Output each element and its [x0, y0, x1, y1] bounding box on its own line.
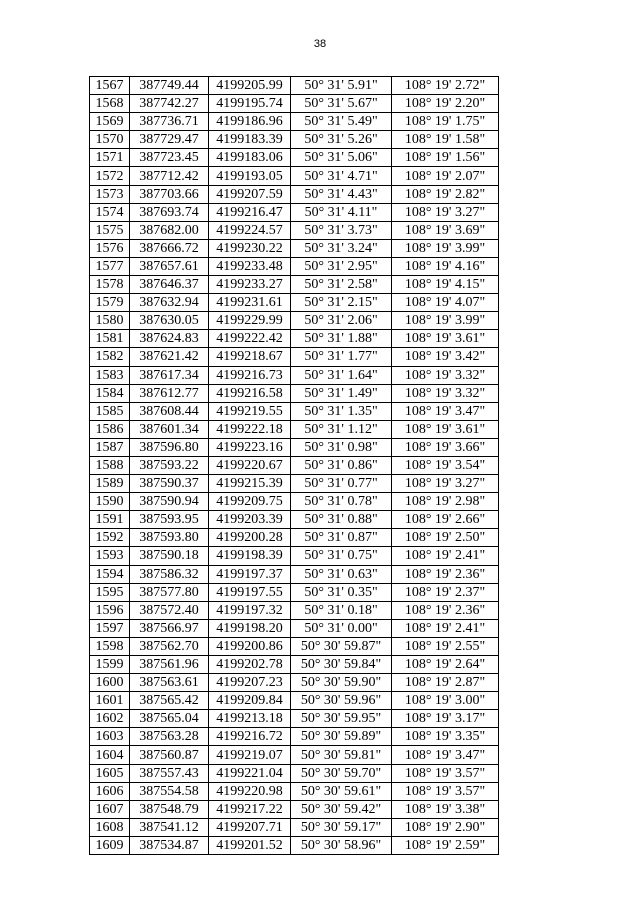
x-coordinate-cell: 387565.04 — [130, 710, 209, 728]
point-number-cell: 1605 — [90, 764, 130, 782]
latitude-cell: 50° 30' 59.89" — [291, 728, 392, 746]
latitude-cell: 50° 31' 4.11" — [291, 203, 392, 221]
point-number-cell: 1591 — [90, 511, 130, 529]
table-row — [90, 800, 499, 818]
y-coordinate-cell: 4199205.99 — [209, 77, 291, 95]
table-row — [90, 782, 499, 800]
latitude-cell: 50° 31' 4.43" — [291, 185, 392, 203]
point-number-cell: 1592 — [90, 529, 130, 547]
x-coordinate-cell: 387593.80 — [130, 529, 209, 547]
y-coordinate-cell: 4199200.28 — [209, 529, 291, 547]
point-number-cell: 1593 — [90, 547, 130, 565]
longitude-cell: 108° 19' 3.00" — [392, 692, 499, 710]
y-coordinate-cell: 4199213.18 — [209, 710, 291, 728]
latitude-cell: 50° 31' 0.78" — [291, 493, 392, 511]
y-coordinate-cell: 4199216.73 — [209, 366, 291, 384]
table-row — [90, 438, 499, 456]
y-coordinate-cell: 4199224.57 — [209, 221, 291, 239]
y-coordinate-cell: 4199197.55 — [209, 583, 291, 601]
longitude-cell: 108° 19' 2.41" — [392, 547, 499, 565]
latitude-cell: 50° 30' 59.81" — [291, 746, 392, 764]
point-number-cell: 1589 — [90, 475, 130, 493]
y-coordinate-cell: 4199220.67 — [209, 456, 291, 474]
longitude-cell: 108° 19' 2.55" — [392, 637, 499, 655]
y-coordinate-cell: 4199197.32 — [209, 601, 291, 619]
latitude-cell: 50° 30' 59.95" — [291, 710, 392, 728]
point-number-cell: 1571 — [90, 149, 130, 167]
x-coordinate-cell: 387593.22 — [130, 456, 209, 474]
y-coordinate-cell: 4199219.55 — [209, 402, 291, 420]
latitude-cell: 50° 31' 2.95" — [291, 257, 392, 275]
x-coordinate-cell: 387612.77 — [130, 384, 209, 402]
table-row — [90, 619, 499, 637]
table-row — [90, 692, 499, 710]
latitude-cell: 50° 30' 59.42" — [291, 800, 392, 818]
latitude-cell: 50° 30' 59.96" — [291, 692, 392, 710]
coordinates-table-body — [90, 77, 499, 855]
latitude-cell: 50° 31' 1.49" — [291, 384, 392, 402]
latitude-cell: 50° 31' 5.49" — [291, 113, 392, 131]
x-coordinate-cell: 387729.47 — [130, 131, 209, 149]
table-row — [90, 366, 499, 384]
x-coordinate-cell: 387666.72 — [130, 239, 209, 257]
longitude-cell: 108° 19' 2.07" — [392, 167, 499, 185]
latitude-cell: 50° 31' 1.77" — [291, 348, 392, 366]
y-coordinate-cell: 4199203.39 — [209, 511, 291, 529]
x-coordinate-cell: 387657.61 — [130, 257, 209, 275]
table-row — [90, 656, 499, 674]
latitude-cell: 50° 31' 2.58" — [291, 276, 392, 294]
table-row — [90, 348, 499, 366]
table-row — [90, 547, 499, 565]
y-coordinate-cell: 4199216.58 — [209, 384, 291, 402]
x-coordinate-cell: 387577.80 — [130, 583, 209, 601]
table-row — [90, 257, 499, 275]
latitude-cell: 50° 31' 2.06" — [291, 312, 392, 330]
table-row — [90, 565, 499, 583]
y-coordinate-cell: 4199209.84 — [209, 692, 291, 710]
point-number-cell: 1570 — [90, 131, 130, 149]
latitude-cell: 50° 31' 5.91" — [291, 77, 392, 95]
longitude-cell: 108° 19' 3.99" — [392, 312, 499, 330]
latitude-cell: 50° 31' 0.98" — [291, 438, 392, 456]
x-coordinate-cell: 387572.40 — [130, 601, 209, 619]
x-coordinate-cell: 387563.28 — [130, 728, 209, 746]
x-coordinate-cell: 387693.74 — [130, 203, 209, 221]
point-number-cell: 1590 — [90, 493, 130, 511]
latitude-cell: 50° 31' 0.00" — [291, 619, 392, 637]
point-number-cell: 1599 — [90, 656, 130, 674]
table-row — [90, 330, 499, 348]
latitude-cell: 50° 31' 3.24" — [291, 239, 392, 257]
x-coordinate-cell: 387586.32 — [130, 565, 209, 583]
point-number-cell: 1606 — [90, 782, 130, 800]
longitude-cell: 108° 19' 3.17" — [392, 710, 499, 728]
latitude-cell: 50° 30' 58.96" — [291, 836, 392, 854]
latitude-cell: 50° 31' 5.26" — [291, 131, 392, 149]
y-coordinate-cell: 4199195.74 — [209, 95, 291, 113]
point-number-cell: 1584 — [90, 384, 130, 402]
x-coordinate-cell: 387596.80 — [130, 438, 209, 456]
latitude-cell: 50° 30' 59.70" — [291, 764, 392, 782]
longitude-cell: 108° 19' 2.72" — [392, 77, 499, 95]
x-coordinate-cell: 387749.44 — [130, 77, 209, 95]
table-row — [90, 601, 499, 619]
table-row — [90, 475, 499, 493]
latitude-cell: 50° 31' 1.88" — [291, 330, 392, 348]
table-row — [90, 493, 499, 511]
y-coordinate-cell: 4199215.39 — [209, 475, 291, 493]
longitude-cell: 108° 19' 1.75" — [392, 113, 499, 131]
longitude-cell: 108° 19' 2.87" — [392, 674, 499, 692]
longitude-cell: 108° 19' 3.27" — [392, 475, 499, 493]
y-coordinate-cell: 4199207.59 — [209, 185, 291, 203]
longitude-cell: 108° 19' 3.99" — [392, 239, 499, 257]
point-number-cell: 1582 — [90, 348, 130, 366]
latitude-cell: 50° 31' 5.67" — [291, 95, 392, 113]
point-number-cell: 1575 — [90, 221, 130, 239]
x-coordinate-cell: 387566.97 — [130, 619, 209, 637]
table-row — [90, 764, 499, 782]
x-coordinate-cell: 387742.27 — [130, 95, 209, 113]
x-coordinate-cell: 387682.00 — [130, 221, 209, 239]
x-coordinate-cell: 387712.42 — [130, 167, 209, 185]
table-row — [90, 312, 499, 330]
point-number-cell: 1597 — [90, 619, 130, 637]
longitude-cell: 108° 19' 4.07" — [392, 294, 499, 312]
table-row — [90, 167, 499, 185]
point-number-cell: 1578 — [90, 276, 130, 294]
table-row — [90, 728, 499, 746]
table-row — [90, 294, 499, 312]
x-coordinate-cell: 387590.37 — [130, 475, 209, 493]
longitude-cell: 108° 19' 2.36" — [392, 601, 499, 619]
point-number-cell: 1568 — [90, 95, 130, 113]
point-number-cell: 1573 — [90, 185, 130, 203]
table-row — [90, 276, 499, 294]
longitude-cell: 108° 19' 3.66" — [392, 438, 499, 456]
latitude-cell: 50° 31' 0.35" — [291, 583, 392, 601]
x-coordinate-cell: 387608.44 — [130, 402, 209, 420]
point-number-cell: 1579 — [90, 294, 130, 312]
x-coordinate-cell: 387562.70 — [130, 637, 209, 655]
table-row — [90, 710, 499, 728]
table-row — [90, 77, 499, 95]
longitude-cell: 108° 19' 2.36" — [392, 565, 499, 583]
longitude-cell: 108° 19' 3.69" — [392, 221, 499, 239]
latitude-cell: 50° 30' 59.84" — [291, 656, 392, 674]
point-number-cell: 1598 — [90, 637, 130, 655]
latitude-cell: 50° 31' 0.63" — [291, 565, 392, 583]
latitude-cell: 50° 30' 59.90" — [291, 674, 392, 692]
x-coordinate-cell: 387554.58 — [130, 782, 209, 800]
longitude-cell: 108° 19' 1.58" — [392, 131, 499, 149]
point-number-cell: 1574 — [90, 203, 130, 221]
latitude-cell: 50° 31' 0.77" — [291, 475, 392, 493]
longitude-cell: 108° 19' 3.35" — [392, 728, 499, 746]
y-coordinate-cell: 4199231.61 — [209, 294, 291, 312]
point-number-cell: 1581 — [90, 330, 130, 348]
y-coordinate-cell: 4199201.52 — [209, 836, 291, 854]
coordinates-table — [89, 76, 499, 855]
x-coordinate-cell: 387621.42 — [130, 348, 209, 366]
longitude-cell: 108° 19' 3.57" — [392, 764, 499, 782]
table-row — [90, 384, 499, 402]
y-coordinate-cell: 4199207.23 — [209, 674, 291, 692]
y-coordinate-cell: 4199222.18 — [209, 420, 291, 438]
table-row — [90, 185, 499, 203]
latitude-cell: 50° 31' 2.15" — [291, 294, 392, 312]
table-row — [90, 131, 499, 149]
x-coordinate-cell: 387561.96 — [130, 656, 209, 674]
point-number-cell: 1586 — [90, 420, 130, 438]
longitude-cell: 108° 19' 3.38" — [392, 800, 499, 818]
table-row — [90, 529, 499, 547]
longitude-cell: 108° 19' 2.41" — [392, 619, 499, 637]
y-coordinate-cell: 4199230.22 — [209, 239, 291, 257]
y-coordinate-cell: 4199233.48 — [209, 257, 291, 275]
point-number-cell: 1607 — [90, 800, 130, 818]
point-number-cell: 1585 — [90, 402, 130, 420]
table-row — [90, 836, 499, 854]
table-row — [90, 402, 499, 420]
point-number-cell: 1601 — [90, 692, 130, 710]
x-coordinate-cell: 387565.42 — [130, 692, 209, 710]
y-coordinate-cell: 4199229.99 — [209, 312, 291, 330]
x-coordinate-cell: 387541.12 — [130, 818, 209, 836]
x-coordinate-cell: 387590.18 — [130, 547, 209, 565]
table-row — [90, 113, 499, 131]
longitude-cell: 108° 19' 3.27" — [392, 203, 499, 221]
latitude-cell: 50° 31' 0.75" — [291, 547, 392, 565]
longitude-cell: 108° 19' 3.54" — [392, 456, 499, 474]
longitude-cell: 108° 19' 2.59" — [392, 836, 499, 854]
longitude-cell: 108° 19' 3.61" — [392, 420, 499, 438]
longitude-cell: 108° 19' 2.37" — [392, 583, 499, 601]
table-row — [90, 203, 499, 221]
x-coordinate-cell: 387617.34 — [130, 366, 209, 384]
y-coordinate-cell: 4199221.04 — [209, 764, 291, 782]
y-coordinate-cell: 4199216.72 — [209, 728, 291, 746]
table-row — [90, 239, 499, 257]
longitude-cell: 108° 19' 2.98" — [392, 493, 499, 511]
point-number-cell: 1588 — [90, 456, 130, 474]
latitude-cell: 50° 31' 0.88" — [291, 511, 392, 529]
latitude-cell: 50° 31' 0.87" — [291, 529, 392, 547]
table-row — [90, 149, 499, 167]
y-coordinate-cell: 4199220.98 — [209, 782, 291, 800]
y-coordinate-cell: 4199198.39 — [209, 547, 291, 565]
x-coordinate-cell: 387534.87 — [130, 836, 209, 854]
y-coordinate-cell: 4199223.16 — [209, 438, 291, 456]
longitude-cell: 108° 19' 3.32" — [392, 366, 499, 384]
y-coordinate-cell: 4199207.71 — [209, 818, 291, 836]
table-row — [90, 420, 499, 438]
longitude-cell: 108° 19' 3.57" — [392, 782, 499, 800]
point-number-cell: 1580 — [90, 312, 130, 330]
y-coordinate-cell: 4199218.67 — [209, 348, 291, 366]
y-coordinate-cell: 4199202.78 — [209, 656, 291, 674]
point-number-cell: 1576 — [90, 239, 130, 257]
x-coordinate-cell: 387630.05 — [130, 312, 209, 330]
longitude-cell: 108° 19' 1.56" — [392, 149, 499, 167]
x-coordinate-cell: 387548.79 — [130, 800, 209, 818]
latitude-cell: 50° 30' 59.87" — [291, 637, 392, 655]
longitude-cell: 108° 19' 4.15" — [392, 276, 499, 294]
longitude-cell: 108° 19' 3.42" — [392, 348, 499, 366]
x-coordinate-cell: 387560.87 — [130, 746, 209, 764]
table-row — [90, 511, 499, 529]
longitude-cell: 108° 19' 4.16" — [392, 257, 499, 275]
y-coordinate-cell: 4199197.37 — [209, 565, 291, 583]
x-coordinate-cell: 387563.61 — [130, 674, 209, 692]
y-coordinate-cell: 4199222.42 — [209, 330, 291, 348]
latitude-cell: 50° 31' 0.18" — [291, 601, 392, 619]
longitude-cell: 108° 19' 3.47" — [392, 746, 499, 764]
latitude-cell: 50° 31' 1.35" — [291, 402, 392, 420]
longitude-cell: 108° 19' 3.47" — [392, 402, 499, 420]
y-coordinate-cell: 4199198.20 — [209, 619, 291, 637]
latitude-cell: 50° 31' 4.71" — [291, 167, 392, 185]
x-coordinate-cell: 387593.95 — [130, 511, 209, 529]
longitude-cell: 108° 19' 3.61" — [392, 330, 499, 348]
latitude-cell: 50° 31' 1.12" — [291, 420, 392, 438]
longitude-cell: 108° 19' 2.82" — [392, 185, 499, 203]
longitude-cell: 108° 19' 3.32" — [392, 384, 499, 402]
x-coordinate-cell: 387557.43 — [130, 764, 209, 782]
y-coordinate-cell: 4199216.47 — [209, 203, 291, 221]
point-number-cell: 1603 — [90, 728, 130, 746]
x-coordinate-cell: 387601.34 — [130, 420, 209, 438]
y-coordinate-cell: 4199233.27 — [209, 276, 291, 294]
longitude-cell: 108° 19' 2.20" — [392, 95, 499, 113]
latitude-cell: 50° 31' 1.64" — [291, 366, 392, 384]
x-coordinate-cell: 387632.94 — [130, 294, 209, 312]
page-number: 38 — [313, 38, 327, 50]
latitude-cell: 50° 31' 5.06" — [291, 149, 392, 167]
x-coordinate-cell: 387736.71 — [130, 113, 209, 131]
y-coordinate-cell: 4199219.07 — [209, 746, 291, 764]
y-coordinate-cell: 4199217.22 — [209, 800, 291, 818]
point-number-cell: 1572 — [90, 167, 130, 185]
y-coordinate-cell: 4199183.39 — [209, 131, 291, 149]
x-coordinate-cell: 387723.45 — [130, 149, 209, 167]
point-number-cell: 1595 — [90, 583, 130, 601]
point-number-cell: 1594 — [90, 565, 130, 583]
longitude-cell: 108° 19' 2.90" — [392, 818, 499, 836]
y-coordinate-cell: 4199186.96 — [209, 113, 291, 131]
table-row — [90, 637, 499, 655]
latitude-cell: 50° 30' 59.17" — [291, 818, 392, 836]
point-number-cell: 1600 — [90, 674, 130, 692]
table-row — [90, 818, 499, 836]
y-coordinate-cell: 4199183.06 — [209, 149, 291, 167]
point-number-cell: 1587 — [90, 438, 130, 456]
point-number-cell: 1577 — [90, 257, 130, 275]
point-number-cell: 1596 — [90, 601, 130, 619]
table-row — [90, 456, 499, 474]
table-row — [90, 95, 499, 113]
y-coordinate-cell: 4199193.05 — [209, 167, 291, 185]
table-row — [90, 221, 499, 239]
latitude-cell: 50° 30' 59.61" — [291, 782, 392, 800]
x-coordinate-cell: 387646.37 — [130, 276, 209, 294]
point-number-cell: 1604 — [90, 746, 130, 764]
latitude-cell: 50° 31' 3.73" — [291, 221, 392, 239]
point-number-cell: 1608 — [90, 818, 130, 836]
longitude-cell: 108° 19' 2.64" — [392, 656, 499, 674]
point-number-cell: 1609 — [90, 836, 130, 854]
point-number-cell: 1602 — [90, 710, 130, 728]
x-coordinate-cell: 387703.66 — [130, 185, 209, 203]
point-number-cell: 1569 — [90, 113, 130, 131]
longitude-cell: 108° 19' 2.66" — [392, 511, 499, 529]
point-number-cell: 1567 — [90, 77, 130, 95]
x-coordinate-cell: 387590.94 — [130, 493, 209, 511]
point-number-cell: 1583 — [90, 366, 130, 384]
longitude-cell: 108° 19' 2.50" — [392, 529, 499, 547]
table-row — [90, 674, 499, 692]
table-row — [90, 746, 499, 764]
latitude-cell: 50° 31' 0.86" — [291, 456, 392, 474]
x-coordinate-cell: 387624.83 — [130, 330, 209, 348]
y-coordinate-cell: 4199209.75 — [209, 493, 291, 511]
y-coordinate-cell: 4199200.86 — [209, 637, 291, 655]
table-row — [90, 583, 499, 601]
